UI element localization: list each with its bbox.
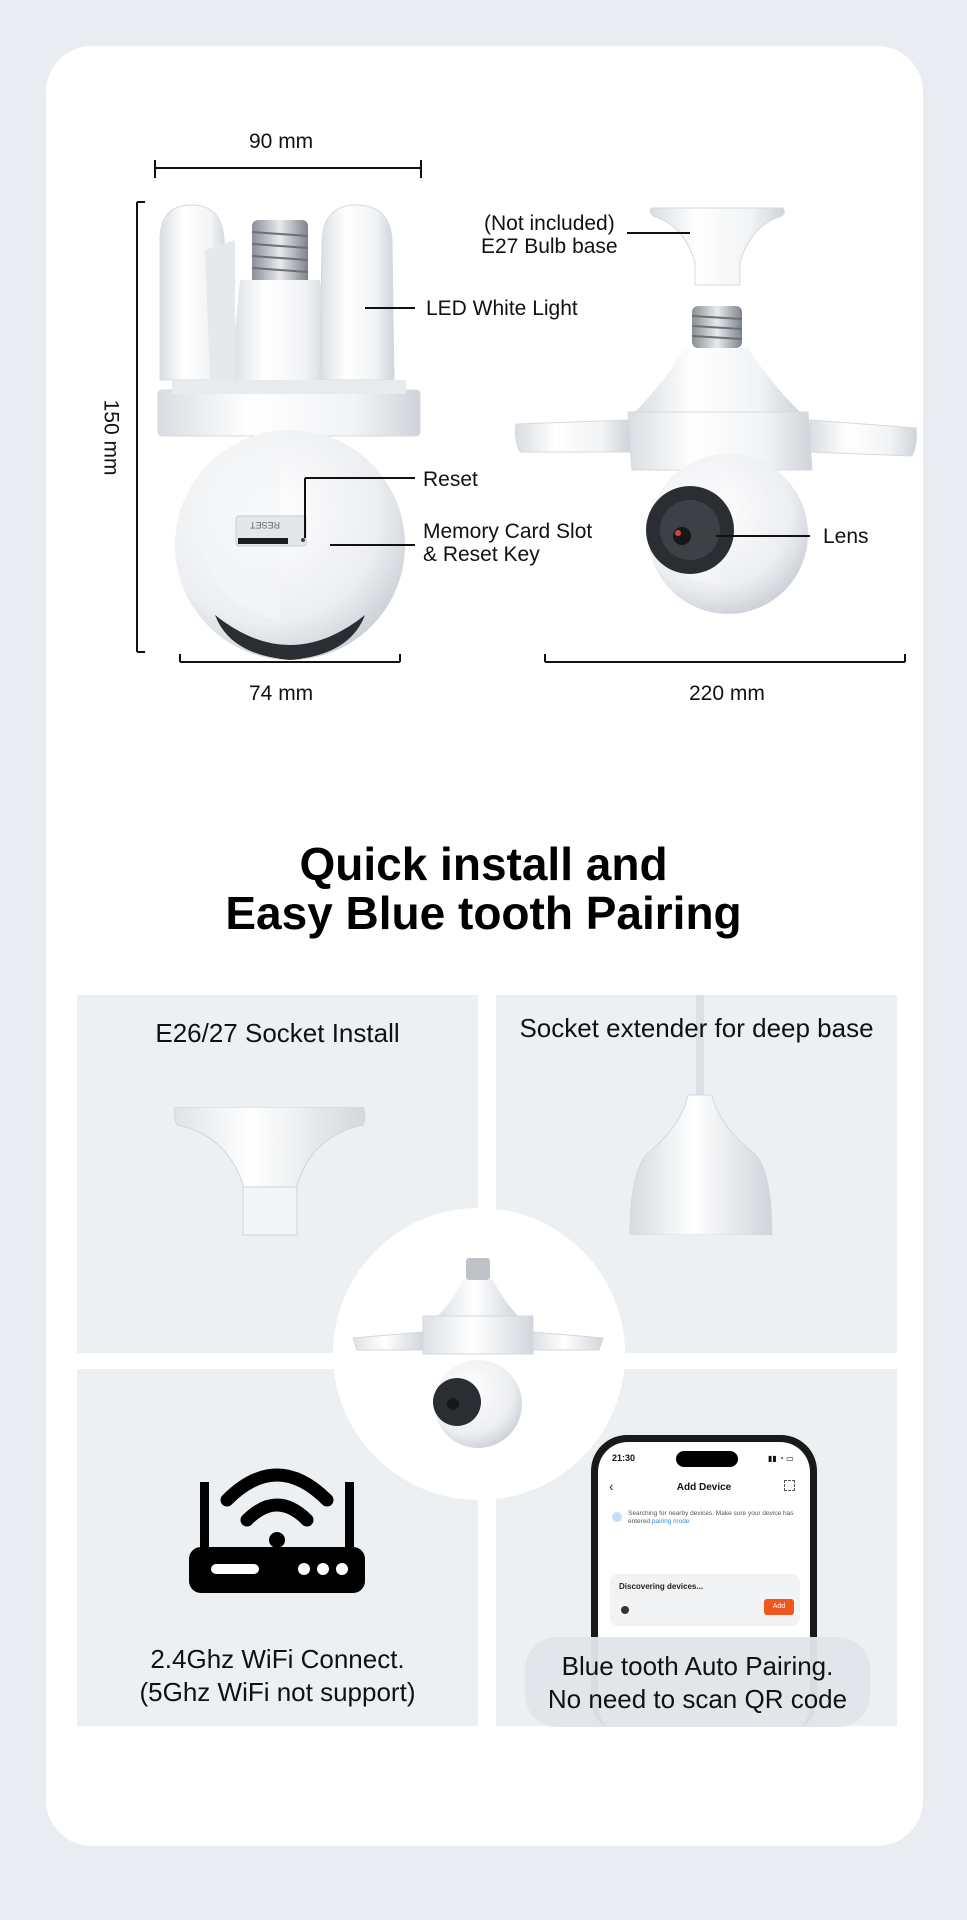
bluetooth-label-line1: Blue tooth Auto Pairing. bbox=[561, 1651, 834, 1681]
wifi-label-line1: 2.4Ghz WiFi Connect. bbox=[150, 1644, 405, 1674]
top-width-label: 90 mm bbox=[249, 130, 314, 153]
bluetooth-label-line2: No need to scan QR code bbox=[547, 1684, 848, 1714]
center-camera-image bbox=[353, 1258, 605, 1458]
searching-text: Searching for nearby devices. Make sure your device has entered pairing mode bbox=[628, 1510, 794, 1526]
searching-icon bbox=[612, 1512, 622, 1522]
device-icon bbox=[621, 1606, 629, 1614]
reset-print: RESET bbox=[249, 520, 280, 530]
phone-title: Add Device bbox=[676, 1482, 732, 1493]
wifi-label-line2: (5Ghz WiFi not support) bbox=[139, 1677, 416, 1707]
socket-install-label: E26/27 Socket Install bbox=[155, 1018, 400, 1048]
headline-line1: Quick install and bbox=[299, 838, 668, 890]
bulb-base-label: E27 Bulb base bbox=[481, 235, 618, 258]
not-included-label: (Not included) bbox=[484, 212, 615, 235]
memory-card-label-line1: Memory Card Slot bbox=[423, 520, 593, 543]
discovering-card bbox=[610, 1574, 800, 1626]
bluetooth-caption bbox=[525, 1637, 870, 1727]
center-circle bbox=[333, 1208, 625, 1500]
height-label: 150 mm bbox=[99, 399, 123, 476]
discovering-text: Discovering devices... bbox=[619, 1582, 704, 1591]
memory-card-label-line2: & Reset Key bbox=[423, 543, 540, 566]
camera-front-view bbox=[158, 205, 420, 660]
wifi-router-icon bbox=[189, 1442, 365, 1594]
pairing-mode-link[interactable]: pairing mode bbox=[651, 1518, 690, 1526]
spread-width-label: 220 mm bbox=[689, 682, 765, 705]
add-button[interactable]: Add bbox=[764, 1599, 794, 1615]
bottom-width-label: 74 mm bbox=[249, 682, 314, 705]
socket-extender-label: Socket extender for deep base bbox=[519, 1013, 874, 1043]
phone-time: 21:30 bbox=[612, 1453, 636, 1463]
product-dimension-diagram bbox=[0, 0, 967, 720]
reset-label: Reset bbox=[423, 468, 478, 491]
phone-status-icons: ▮▮ ◔ ▭ bbox=[768, 1454, 794, 1463]
led-light-label: LED White Light bbox=[426, 297, 578, 320]
scan-icon[interactable] bbox=[784, 1480, 795, 1491]
headline-line2: Easy Blue tooth Pairing bbox=[225, 887, 742, 939]
phone-notch bbox=[676, 1451, 738, 1467]
back-icon[interactable]: ‹ bbox=[609, 1478, 614, 1494]
camera-spread-view bbox=[516, 306, 917, 614]
bulb-base-image bbox=[650, 208, 784, 285]
lens-label: Lens bbox=[823, 525, 869, 548]
socket-adapter-image bbox=[173, 1107, 367, 1239]
